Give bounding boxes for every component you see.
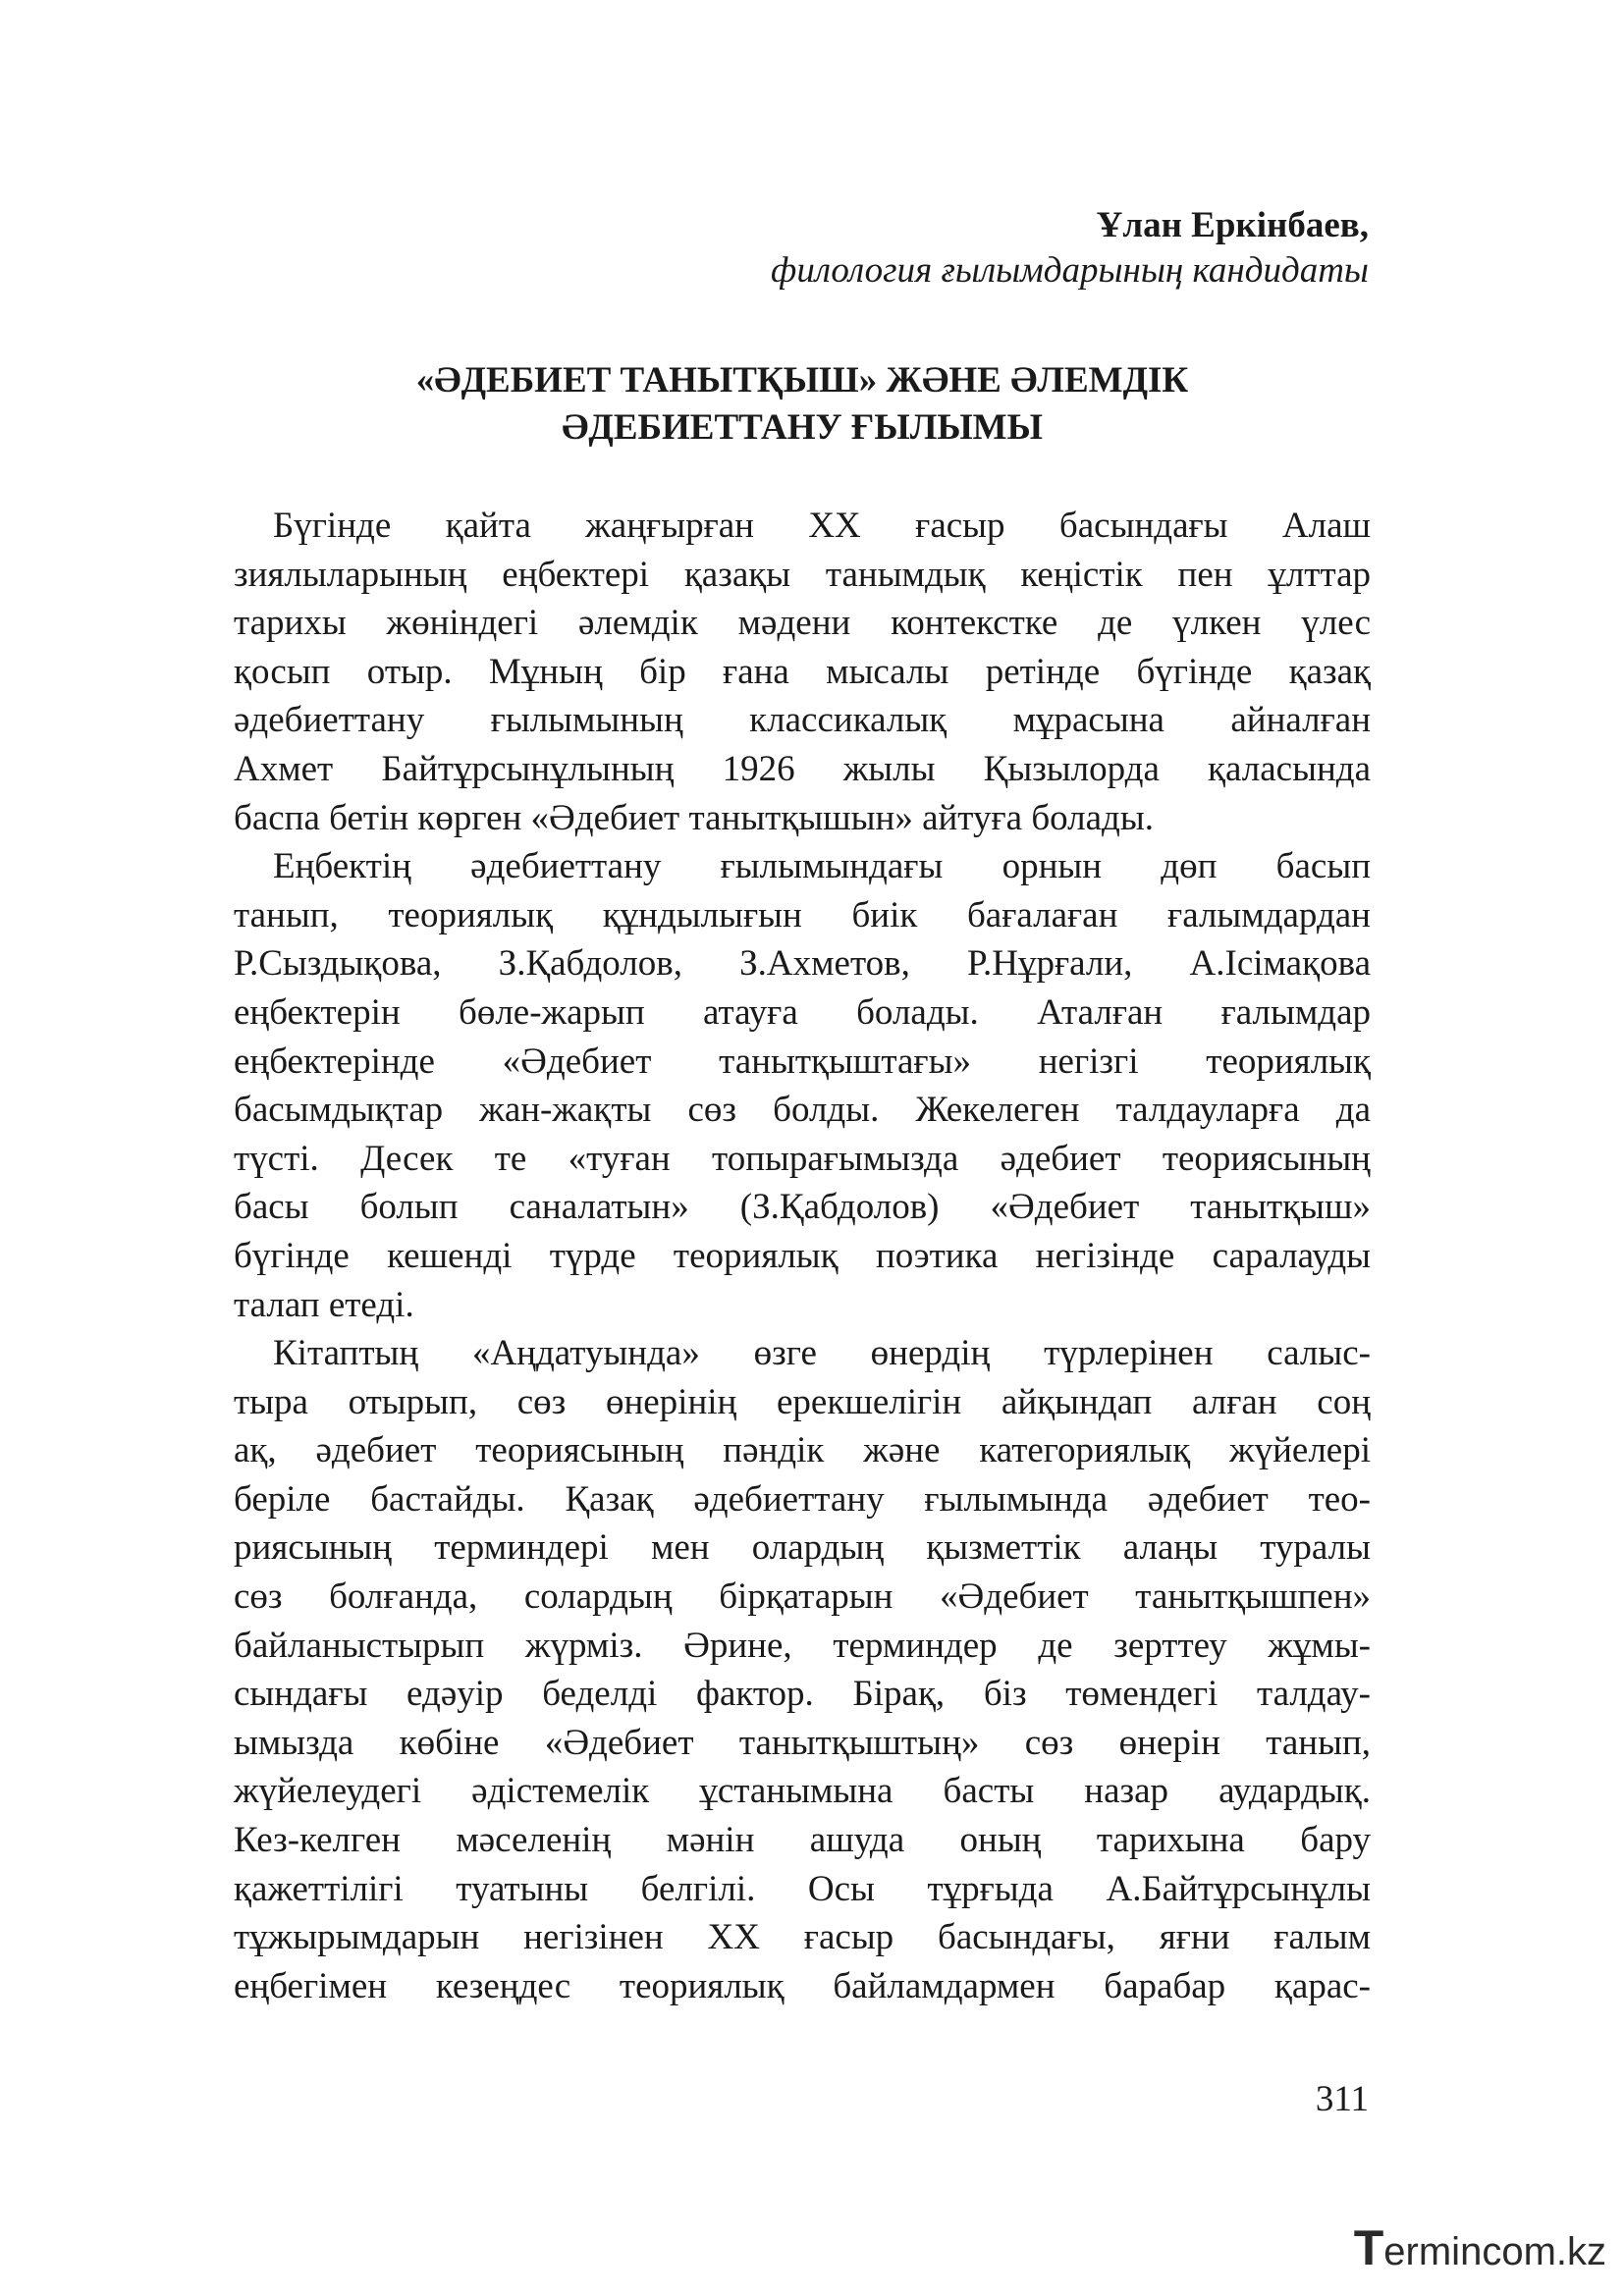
- paragraph-line: тыра отырып, сөз өнерінің ерекшелігін айқындап алған соң: [234, 1381, 1371, 1422]
- page-number: 311: [1315, 2079, 1369, 2119]
- author-block: [771, 203, 1369, 294]
- paragraph: [234, 502, 1371, 842]
- paragraph-line: Кез-келген мәселенің мәнін ашуда оның тарихына бару: [234, 1820, 1371, 1861]
- paragraph: [234, 1329, 1371, 2010]
- watermark-prefix: T: [1353, 2220, 1384, 2275]
- paragraph-line: еңбегімен кезеңдес теориялық байламдармен барабар қарас-: [234, 1965, 1371, 2006]
- paragraph-line: басымдықтар жан-жақты сөз болды. Жекелеген талдауларға да: [234, 1090, 1371, 1131]
- article-title: [234, 357, 1371, 452]
- paragraph-line: зиялыларының еңбектері қазақы танымдық кеңістік пен ұлттар: [234, 554, 1371, 595]
- paragraph-line: қосып отыр. Мұның бір ғана мысалы ретінде бүгінде қазақ: [234, 651, 1371, 692]
- paragraph: [234, 842, 1371, 1329]
- paragraph-line: талап етеді.: [234, 1284, 414, 1325]
- paragraph-line: ақ, әдебиет теориясының пәндік және категориялық жүйелері: [234, 1430, 1371, 1471]
- article-title-line-2: ӘДЕБИЕТТАНУ ҒЫЛЫМЫ: [562, 407, 1043, 448]
- paragraph-line: тұжырымдарын негізінен ХХ ғасыр басындағы, яғни ғалым: [234, 1917, 1371, 1958]
- paragraph-line: Еңбектің әдебиеттану ғылымындағы орнын дөп басып: [273, 846, 1371, 887]
- site-watermark: [1354, 2219, 1606, 2276]
- paragraph-line: тарихы жөніндегі әлемдік мәдени контекстке де үлкен үлес: [234, 603, 1371, 644]
- article-body: [234, 502, 1371, 2010]
- paragraph-line: бүгінде кешенді түрде теориялық поэтика негізінде саралауды: [234, 1235, 1371, 1276]
- paragraph-line: байланыстырып жүрміз. Әрине, терминдер де зерттеу жұмы-: [234, 1625, 1371, 1666]
- paragraph-line: түсті. Десек те «туған топырағымызда әдебиет теориясының: [234, 1138, 1371, 1179]
- paragraph-line: танып, теориялық құндылығын биік бағалаған ғалымдардан: [234, 894, 1371, 935]
- paragraph-line: әдебиеттану ғылымының классикалық мұрасына айналған: [234, 700, 1371, 741]
- article-title-line-1: «ӘДЕБИЕТ ТАНЫТҚЫШ» ЖӘНЕ ӘЛЕМДІК: [415, 360, 1189, 400]
- paragraph-line: Ахмет Байтұрсынұлының 1926 жылы Қызылорда қаласында: [234, 748, 1371, 789]
- paragraph-line: сөз болғанда, солардың бірқатарын «Әдебиет танытқышпен»: [234, 1576, 1371, 1618]
- paragraph-line: баспа бетін көрген «Әдебиет танытқышын» айтуға болады.: [234, 797, 1154, 838]
- paragraph-line: еңбектерінде «Әдебиет танытқыштағы» негізгі теориялық: [234, 1041, 1371, 1082]
- paragraph-line: Бүгінде қайта жаңғырған ХХ ғасыр басындағы Алаш: [273, 506, 1371, 546]
- watermark-text: ermincom.kz: [1383, 2230, 1606, 2273]
- author-name: Ұлан Еркінбаев,: [1096, 205, 1369, 245]
- paragraph-line: Р.Сыздықова, З.Қабдолов, З.Ахметов, Р.Нұрғали, А.Ісімақова: [234, 943, 1371, 985]
- paragraph-line: басы болып саналатын» (З.Қабдолов) «Әдебиет танытқыш»: [234, 1187, 1371, 1228]
- paragraph-line: жүйелеудегі әдістемелік ұстанымына басты назар аудардық.: [234, 1771, 1371, 1812]
- paragraph-line: беріле бастайды. Қазақ әдебиеттану ғылымында әдебиет тео-: [234, 1478, 1371, 1520]
- paragraph-line: ымызда көбіне «Әдебиет танытқыштың» сөз өнерін танып,: [234, 1722, 1371, 1763]
- paragraph-line: Кітаптың «Аңдатуында» өзге өнердің түрлерінен салыс-: [273, 1333, 1371, 1374]
- author-title: филология ғылымдарының кандидаты: [771, 250, 1369, 291]
- paragraph-line: сындағы едәуір беделді фактор. Бірақ, біз төмендегі талдау-: [234, 1674, 1371, 1715]
- paragraph-line: риясының терминдері мен олардың қызметтік алаңы туралы: [234, 1527, 1371, 1569]
- paragraph-line: еңбектерін бөле-жарып атауға болады. Аталған ғалымдар: [234, 991, 1371, 1033]
- paragraph-line: қажеттілігі туатыны белгілі. Осы тұрғыда А.Байтұрсынұлы: [234, 1868, 1371, 1909]
